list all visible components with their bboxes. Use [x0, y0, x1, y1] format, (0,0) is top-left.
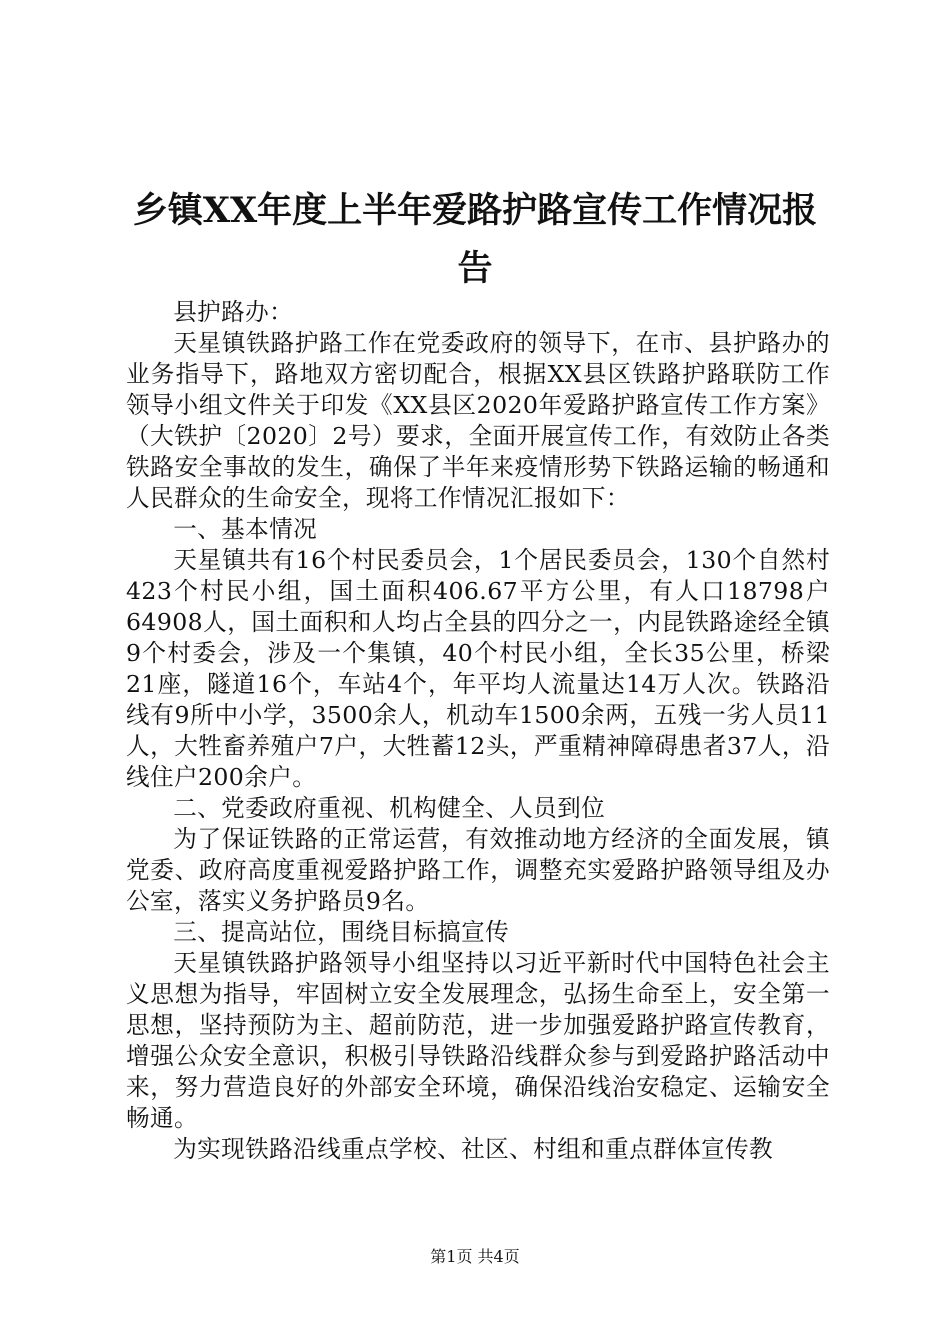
document-body [126, 297, 830, 1165]
section-2-paragraph: 为了保证铁路的正常运营，有效推动地方经济的全面发展，镇党委、政府高度重视爱路护路工作，调整充实爱路护路领导组及办公室，落实义务护路员9名。 [126, 825, 830, 915]
section-heading-1: 一、基本情况 [173, 515, 318, 543]
section-heading-2: 二、党委政府重视、机构健全、人员到位 [173, 794, 606, 822]
section-3-paragraph: 天星镇铁路护路领导小组坚持以习近平新时代中国特色社会主义思想为指导，牢固树立安全发展理念，弘扬生命至上，安全第一思想，坚持预防为主、超前防范，进一步加强爱路护路宣传教育，增强公众安全意识，积极引导铁路沿线群众参与到爱路护路活动中来，努力营造良好的外部安全环境，确保沿线治安稳定、运输安全畅通。 [126, 949, 830, 1132]
page-number-footer: 第1页 共4页 [430, 1247, 520, 1266]
intro-paragraph: 天星镇铁路护路工作在党委政府的领导下，在市、县护路办的业务指导下，路地双方密切配合，根据XX县区铁路护路联防工作领导小组文件关于印发《XX县区2020年爱路护路宣传工作方案》（大铁护〔2020〕2号）要求，全面开展宣传工作，有效防止各类铁路安全事故的发生，确保了半年来疫情形势下铁路运输的畅通和人民群众的生命安全，现将工作情况汇报如下： [126, 329, 830, 512]
section-1-paragraph: 天星镇共有16个村民委员会，1个居民委员会，130个自然村423个村民小组，国土面积406.67平方公里，有人口18798户64908人，国土面积和人均占全县的四分之一，内昆铁路途经全镇9个村委会，涉及一个集镇，40个村民小组，全长35公里，桥梁21座，隧道16个，车站4个，年平均人流量达14万人次。铁路沿线有9所中小学，3500余人，机动车1500余两，五残一劣人员11人，大牲畜养殖户7户，大牲蓄12头，严重精神障碍患者37人，沿线住户200余户。 [126, 546, 830, 791]
document-title: 乡镇XX年度上半年爱路护路宣传工作情况报告 [132, 190, 818, 289]
section-3-paragraph-continued: 为实现铁路沿线重点学校、社区、村组和重点群体宣传教 [173, 1135, 774, 1163]
salutation: 县护路办： [173, 298, 294, 326]
section-heading-3: 三、提高站位，围绕目标搞宣传 [173, 918, 510, 946]
